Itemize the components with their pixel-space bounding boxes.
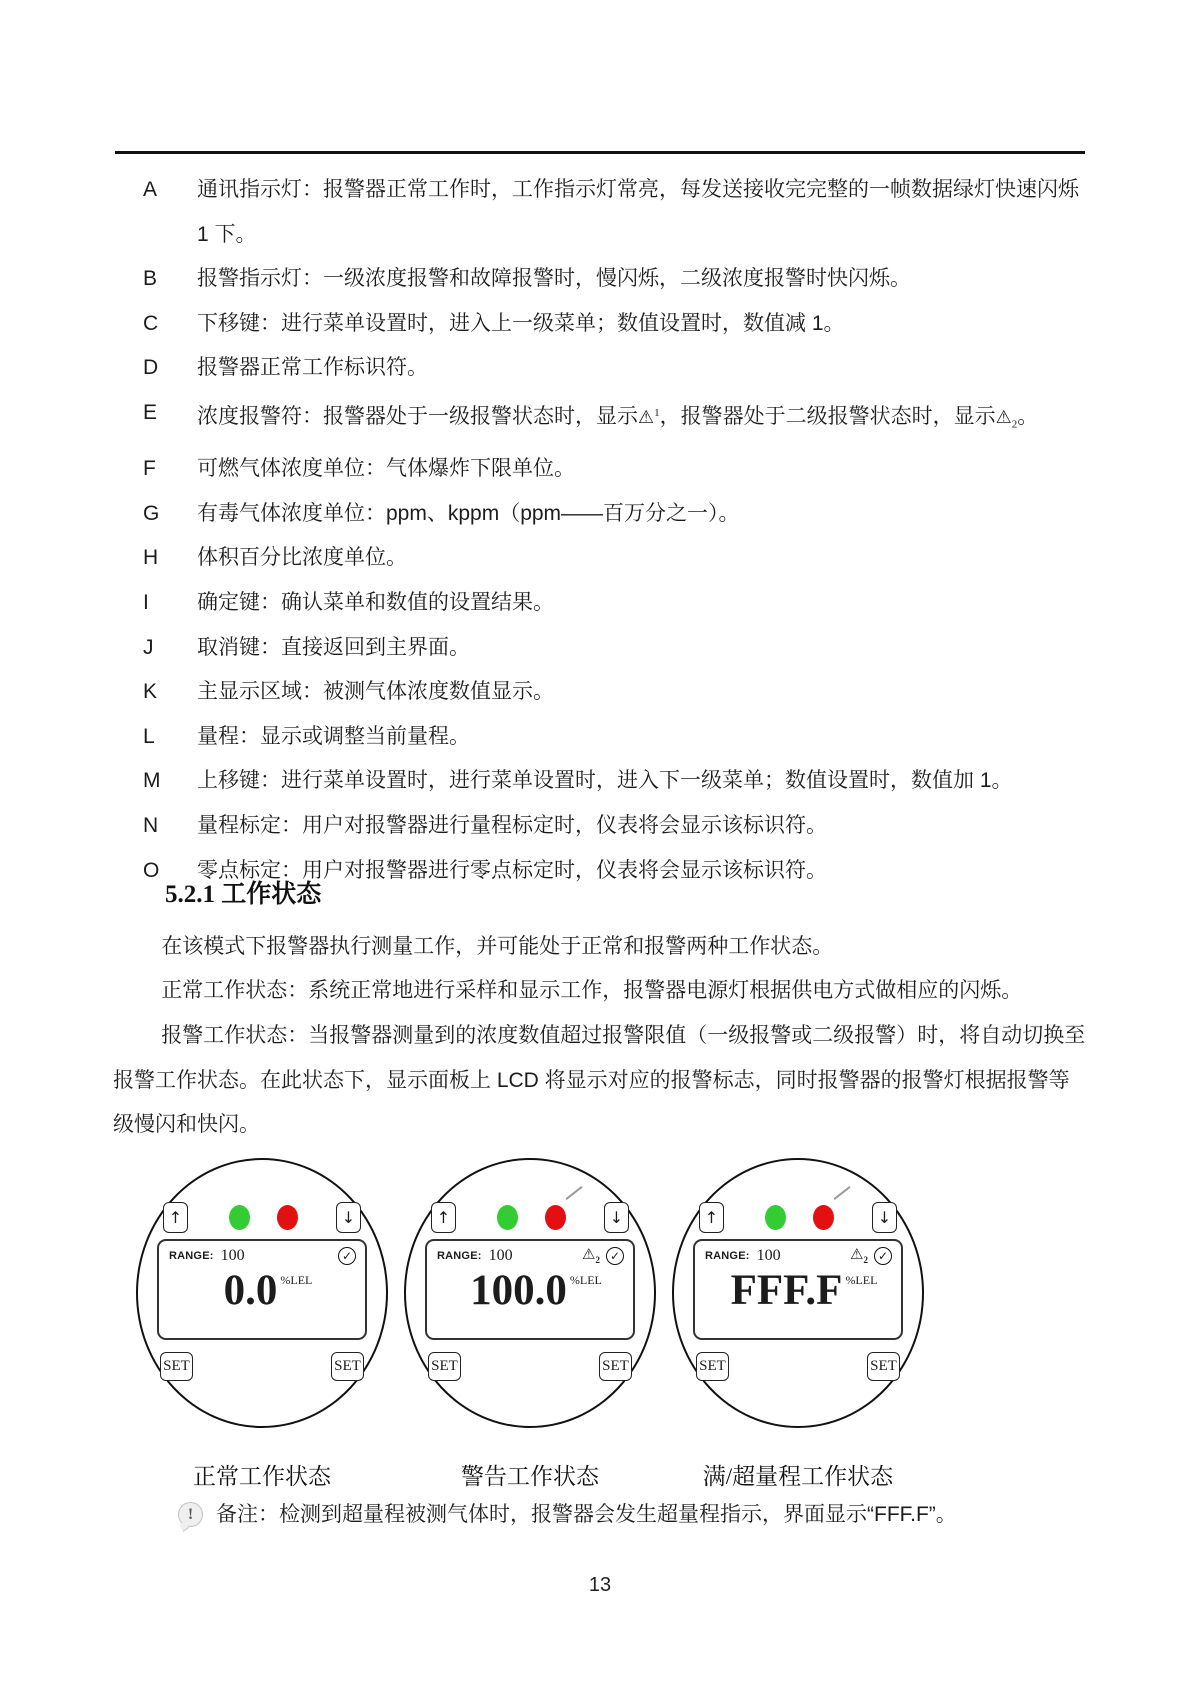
- note-text: 备注：检测到超量程被测气体时，报警器会发生超量程指示，界面显示“FFF.F”。: [216, 1503, 957, 1526]
- page-number: 13: [588, 1574, 612, 1596]
- normal-ok-icon: [606, 1247, 624, 1265]
- list-item-text: 取消键：直接返回到主界面。: [197, 635, 470, 659]
- check-glyph: ✓: [341, 1249, 353, 1263]
- list-item-text: 上移键：进行菜单设置时，进行菜单设置时，进入下一级菜单；数值设置时，数值加 1。: [197, 769, 1013, 793]
- down-arrow-button: [604, 1202, 629, 1233]
- set-button-right: SET: [331, 1352, 364, 1381]
- lcd-display: [693, 1239, 903, 1340]
- list-item: [113, 670, 1085, 715]
- up-arrow-button: [699, 1202, 724, 1233]
- paragraph: 正常工作状态：系统正常地进行采样和显示工作，报警器电源灯根据供电方式做相应的闪烁。: [161, 979, 1023, 1002]
- unit-label: %LEL: [280, 1273, 313, 1287]
- range-value: 100: [488, 1247, 513, 1264]
- concentration-value: 100.0: [470, 1267, 567, 1314]
- list-item-text: 有毒气体浓度单位：ppm、kppm（ppm——百万分之一）。: [197, 501, 740, 525]
- down-arrow-button: [872, 1202, 897, 1233]
- down-arrow-button: [336, 1202, 361, 1233]
- list-item-text: 体积百分比浓度单位。: [197, 546, 407, 570]
- list-item: [113, 447, 1085, 492]
- power-led-green: [229, 1205, 250, 1230]
- list-item: [113, 804, 1085, 849]
- note: [178, 1500, 1098, 1530]
- range-value: 100: [756, 1247, 781, 1264]
- normal-ok-icon: [338, 1247, 356, 1265]
- unit-label: %LEL: [845, 1273, 878, 1287]
- down-arrow-icon: ↓: [609, 1208, 624, 1227]
- range-label: RANGE:: [705, 1250, 750, 1262]
- alarm-level2-icon: [850, 1247, 868, 1265]
- list-item-letter: A: [143, 178, 158, 201]
- lcd-icons: [582, 1247, 624, 1265]
- list-item: [113, 581, 1085, 626]
- alarm-led-red: [813, 1205, 834, 1230]
- range-label: RANGE:: [437, 1250, 482, 1262]
- exclamation-glyph: !: [187, 1505, 194, 1523]
- section-heading: 5.2.1 工作状态: [165, 881, 322, 908]
- list-item-text-segment: 。: [1017, 404, 1039, 428]
- warning-level-number: 1: [654, 406, 660, 419]
- set-button-left: SET: [428, 1352, 461, 1381]
- list-item-text: [197, 391, 1085, 447]
- list-item-text: 量程：显示或调整当前量程。: [197, 724, 470, 748]
- list-item: [113, 346, 1085, 391]
- list-item: [113, 715, 1085, 760]
- warning-level2-icon: [995, 406, 1018, 431]
- list-item: [113, 492, 1085, 537]
- concentration-value: FFF.F: [730, 1267, 843, 1314]
- warning-level1-icon: [638, 407, 660, 428]
- check-glyph: ✓: [877, 1249, 889, 1263]
- up-arrow-button: [431, 1202, 456, 1233]
- lcd-main-value-row: [695, 1268, 901, 1313]
- feature-list: [113, 168, 1085, 893]
- warning-glyph: ⚠: [995, 406, 1012, 428]
- list-item-text: 确定键：确认菜单和数值的设置结果。: [197, 590, 554, 614]
- up-arrow-button: [163, 1202, 188, 1233]
- set-button-right: SET: [599, 1352, 632, 1381]
- top-rule: [115, 151, 1085, 154]
- list-item-letter: G: [143, 501, 160, 525]
- lcd-icons: [338, 1247, 356, 1265]
- figure-caption: 正常工作状态: [193, 1464, 331, 1489]
- list-item-text: 可燃气体浓度单位：气体爆炸下限单位。: [197, 457, 575, 481]
- lcd-status-row: [705, 1247, 892, 1265]
- list-item-text: 主显示区域：被测气体浓度数值显示。: [197, 680, 554, 704]
- set-button-right: SET: [867, 1352, 900, 1381]
- list-item-text: 零点标定：用户对报警器进行零点标定时，仪表将会显示该标识符。: [197, 858, 827, 882]
- list-item: [113, 257, 1085, 302]
- list-item-letter: J: [143, 635, 154, 659]
- list-item-letter: N: [143, 813, 159, 837]
- list-item: [113, 168, 1085, 257]
- device-figure-overrange: [672, 1158, 924, 1498]
- list-item-letter: I: [143, 590, 149, 614]
- list-item-letter: C: [143, 311, 159, 335]
- list-item-letter: F: [143, 457, 156, 481]
- warning-level-number: 2: [595, 1255, 600, 1265]
- power-led-green: [497, 1205, 518, 1230]
- warning-level-number: 2: [863, 1255, 868, 1265]
- figure-caption: 警告工作状态: [461, 1464, 599, 1489]
- paragraph: 在该模式下报警器执行测量工作，并可能处于正常和报警两种工作状态。: [161, 935, 834, 958]
- down-arrow-icon: ↓: [341, 1208, 356, 1227]
- lcd-status-row: [169, 1247, 356, 1265]
- list-item: [113, 626, 1085, 671]
- list-item-text: 报警器正常工作标识符。: [197, 356, 428, 380]
- list-item-letter: H: [143, 546, 159, 570]
- list-item-text: 下移键：进行菜单设置时，进入上一级菜单；数值设置时，数值减 1。: [197, 311, 845, 335]
- range-label: RANGE:: [169, 1250, 214, 1262]
- list-item: [113, 391, 1085, 447]
- lcd-display: [157, 1239, 367, 1340]
- up-arrow-icon: ↑: [704, 1208, 719, 1227]
- lcd-main-value-row: [427, 1268, 633, 1313]
- figure-caption: 满/超量程工作状态: [702, 1464, 894, 1489]
- down-arrow-icon: ↓: [877, 1208, 892, 1227]
- lcd-icons: [850, 1247, 892, 1265]
- set-button-left: SET: [696, 1352, 729, 1381]
- list-item-text-segment: 浓度报警符：报警器处于一级报警状态时，显示: [197, 404, 638, 428]
- concentration-value: 0.0: [223, 1267, 278, 1314]
- warning-glyph: ⚠: [850, 1245, 864, 1263]
- warning-glyph: ⚠: [582, 1245, 596, 1263]
- lcd-display: [425, 1239, 635, 1340]
- set-button-left: SET: [160, 1352, 193, 1381]
- list-item-text: 通讯指示灯：报警器正常工作时，工作指示灯常亮，每发送接收完完整的一帧数据绿灯快速闪烁 1 下。: [197, 178, 1079, 246]
- list-item: [113, 302, 1085, 347]
- device-figure-warning: [404, 1158, 656, 1498]
- list-item-letter: D: [143, 356, 159, 380]
- paragraph: 报警工作状态：当报警器测量到的浓度数值超过报警限值（一级报警或二级报警）时，将自动切换至报警工作状态。在此状态下，显示面板上 LCD 将显示对应的报警标志，同时报警器的报警灯根据报警等级慢闪和快闪。: [113, 1024, 1086, 1137]
- list-item-letter: M: [143, 769, 161, 793]
- device-figure-normal: [136, 1158, 388, 1498]
- unit-label: %LEL: [569, 1273, 602, 1287]
- lcd-status-row: [437, 1247, 624, 1265]
- list-item-text: 报警指示灯：一级浓度报警和故障报警时，慢闪烁，二级浓度报警时快闪烁。: [197, 267, 911, 291]
- up-arrow-icon: ↑: [436, 1208, 451, 1227]
- list-item-letter: K: [143, 680, 158, 704]
- list-item-text: 量程标定：用户对报警器进行量程标定时，仪表将会显示该标识符。: [197, 813, 827, 837]
- alarm-led-red: [277, 1205, 298, 1230]
- alarm-led-red: [545, 1205, 566, 1230]
- lcd-main-value-row: [159, 1268, 365, 1313]
- list-item-letter: E: [143, 400, 158, 424]
- list-item-text-segment: ，报警器处于二级报警状态时，显示: [659, 404, 996, 428]
- list-item: [113, 759, 1085, 804]
- list-item-letter: B: [143, 267, 158, 291]
- up-arrow-icon: ↑: [168, 1208, 183, 1227]
- alarm-level2-icon: [582, 1247, 600, 1265]
- check-glyph: ✓: [609, 1249, 621, 1263]
- range-value: 100: [220, 1247, 245, 1264]
- warning-level-number: 2: [1011, 418, 1018, 431]
- exclamation-bubble-icon: [178, 1502, 203, 1527]
- list-item-letter: O: [143, 858, 160, 882]
- list-item-letter: L: [143, 724, 155, 748]
- warning-glyph: ⚠: [638, 406, 655, 428]
- power-led-green: [765, 1205, 786, 1230]
- normal-ok-icon: [874, 1247, 892, 1265]
- list-item: [113, 536, 1085, 581]
